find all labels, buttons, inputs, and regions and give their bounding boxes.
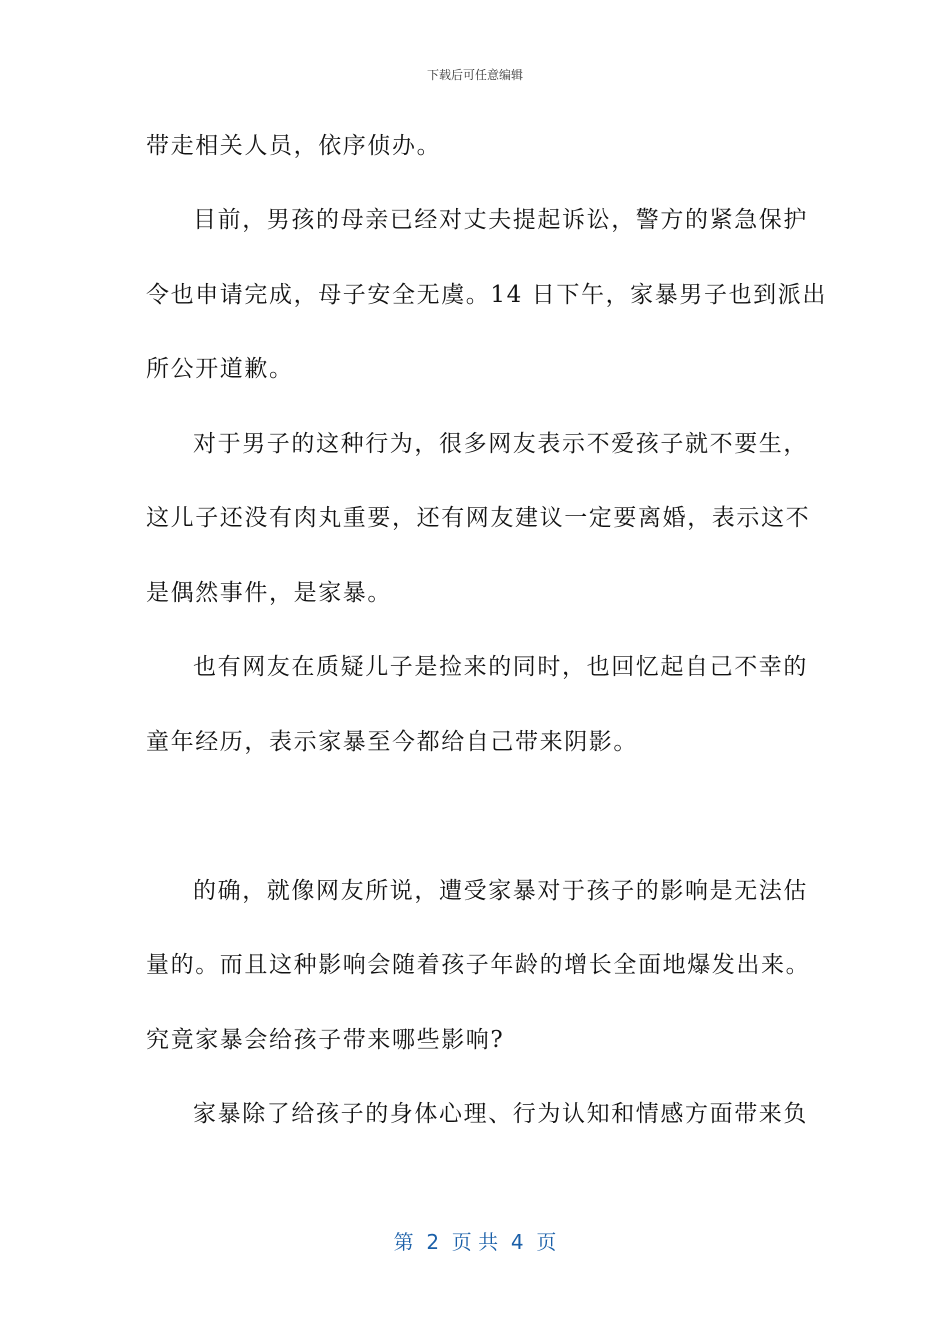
body-line: 究竟家暴会给孩子带来哪些影响? xyxy=(146,1027,505,1053)
page-number-footer: 第 2 页 共 4 页 xyxy=(393,1230,557,1254)
body-line: 带走相关人员，依序侦办。 xyxy=(146,133,442,159)
page-header: 下载后可任意编辑 xyxy=(426,68,523,82)
body-line: 这儿子还没有肉丸重要，还有网友建议一定要离婚，表示这不 xyxy=(146,505,811,531)
paragraph-first-line: 家暴除了给孩子的身体心理、行为认知和情感方面带来负 xyxy=(193,1101,808,1127)
body-line: 童年经历，表示家暴至今都给自己带来阴影。 xyxy=(146,729,638,755)
paragraph-first-line: 的确，就像网友所说，遭受家暴对于孩子的影响是无法估 xyxy=(193,878,808,904)
paragraph-first-line: 对于男子的这种行为，很多网友表示不爱孩子就不要生， xyxy=(193,431,808,457)
body-line: 令也申请完成，母子安全无虞。14 日下午，家暴男子也到派出 xyxy=(146,282,827,308)
body-line: 量的。而且这种影响会随着孩子年龄的增长全面地爆发出来。 xyxy=(146,952,811,978)
body-line: 是偶然事件，是家暴。 xyxy=(146,580,392,606)
paragraph-first-line: 也有网友在质疑儿子是捡来的同时，也回忆起自己不幸的 xyxy=(193,654,808,680)
paragraph-first-line: 目前，男孩的母亲已经对丈夫提起诉讼，警方的紧急保护 xyxy=(193,207,808,233)
body-line: 所公开道歉。 xyxy=(146,356,294,382)
